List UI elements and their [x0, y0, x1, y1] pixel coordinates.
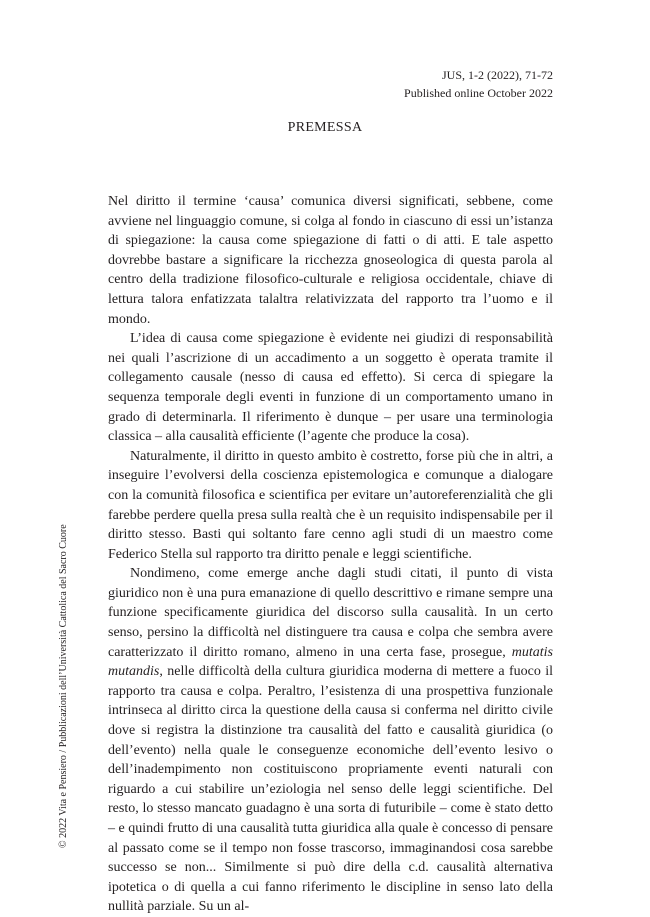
- paragraph-2: L’idea di causa come spiegazione è evidente nei giudizi di responsabilità nei quali l’ascrizione di un accadimento a un soggetto è operata tramite il collegamento causale (nesso di causa ed effetto). Si cerca di spiegare la sequenza temporale degli eventi in funzione di un comportamento umano in grado di determinarla. Il riferimento è dunque – per usare una terminologia classica – alla causalità efficiente (l’agente che produce la cosa).: [108, 331, 553, 445]
- publication-date: Published online October 2022: [404, 86, 553, 100]
- journal-citation: JUS, 1-2 (2022), 71-72: [442, 68, 553, 82]
- journal-header: [404, 66, 553, 102]
- body-text: [108, 192, 553, 917]
- paragraph-4-part-1: Nondimeno, come emerge anche dagli studi citati, il punto di vista giuridico non è una pura emanazione di quello descrittivo e rimane sempre una funzione specificamente giuridica del discorso sulla causalità. In un certo senso, persino la difficoltà nel distinguere tra causa e colpa che sembra avere caratterizzato il diritto romano, almeno in una certa fase, prosegue,: [108, 566, 553, 660]
- section-title: PREMESSA: [287, 120, 363, 135]
- copyright-notice: © 2022 Vita e Pensiero / Pubblicazioni dell’Università Cattolica del Sacro Cuore: [58, 524, 69, 848]
- paragraph-1: Nel diritto il termine ‘causa’ comunica diversi significati, sebbene, come avviene nel linguaggio comune, si colga al fondo in ciascuno di essi un’istanza di spiegazione: la causa come spiegazione di fatti o di atti. E tale aspetto dovrebbe bastare a significare la ricchezza gnoseologica di questa parola al centro della tradizione filosofico-culturale e religiosa occidentale, chiave di lettura talora enfatizzata talaltra relativizzata del rapporto tra l’uomo e il mondo.: [108, 194, 553, 327]
- paragraph-4-part-2: , nelle difficoltà della cultura giuridica moderna di mettere a fuoco il rapporto tra causa e colpa. Peraltro, l’esistenza di una prospettiva funzionale intrinseca al diritto circa la questione della causa si conferma nel diritto civile dove si registra la distinzione tra causalità del fatto e causalità giuridica (o dell’evento) nella quale le conseguenze economiche dell’evento lesivo o dell’inadempimento non costituiscono propriamente eventi naturali con riguardo a cui stabilire un’eziologia nel senso delle leggi scientifiche. Del resto, lo stesso mancato guadagno è una sorta di futuribile – come è stato detto – e quindi frutto di una causalità tutta giuridica alla quale è concesso di pensare al passato come se il tempo non fosse trascorso, immaginandosi cosa sarebbe successo se non... Similmente si può dire della c.d. causalità alternativa ipotetica o di quella a cui fanno riferimento le discipline in senso lato della nullità parziale. Su un al-: [108, 664, 553, 915]
- latin-phrase: mutatis mutandis: [108, 644, 553, 680]
- paragraph-3: Naturalmente, il diritto in questo ambito è costretto, forse più che in altri, a inseguire l’evolversi della coscienza epistemologica e comunque a dialogare con la comunità filosofica e scientifica per evitare un’autoreferenzialità che gli farebbe perdere quella presa sulla realtà che è un requisito indispensabile per il diritto stesso. Basti qui soltanto fare cenno agli studi di un maestro come Federico Stella sul rapporto tra diritto penale e leggi scientifiche.: [108, 448, 553, 562]
- paragraph-4: [108, 564, 553, 917]
